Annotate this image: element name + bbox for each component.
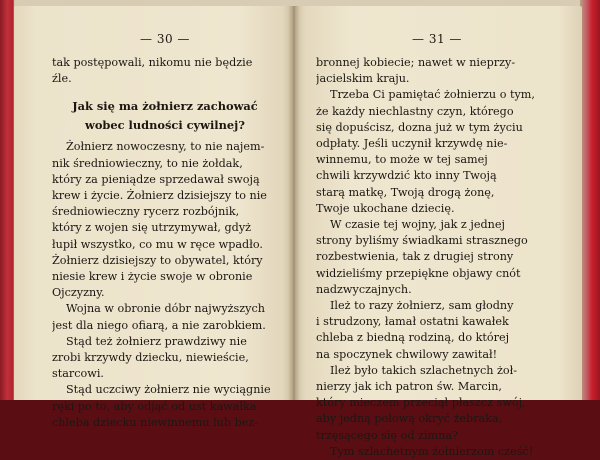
text-line: starcowi. xyxy=(52,367,104,381)
text-line: chwili krzywdzić kto inny Twoją xyxy=(316,169,497,183)
text-line: na spoczynek chwilowy zawitał! xyxy=(316,347,498,361)
text-line: źle. xyxy=(52,72,72,86)
text-line: że każdy niechlastny czyn, którego xyxy=(316,104,514,118)
text-line: nierzy jak ich patron św. Marcin, xyxy=(316,380,502,394)
section-heading: Jak się ma żołnierz zachować xyxy=(72,99,258,114)
text-line: ręki po to, aby odjąć od ust kawałka xyxy=(52,399,257,413)
text-line: rozbestwienia, tak z drugiej strony xyxy=(316,250,514,264)
text-line: winnemu, to może w tej samej xyxy=(316,153,488,167)
text-line: niesie krew i życie swoje w obronie xyxy=(52,270,253,284)
text-line: nik średniowieczny, to nie żołdak, xyxy=(52,156,243,170)
right-page-text xyxy=(316,55,554,460)
page-number-left: — 30 — xyxy=(140,32,190,46)
page-number-right: — 31 — xyxy=(412,32,462,46)
text-line: się dopuścisz, dozna już w tym życiu xyxy=(316,120,523,134)
text-line: krew i życie. Żołnierz dzisiejszy to nie xyxy=(52,189,267,203)
text-line: Stąd uczciwy żołnierz nie wyciągnie xyxy=(66,383,271,397)
text-line: widzieliśmy przepiękne objawy cnót xyxy=(316,266,521,280)
right-page xyxy=(294,6,582,458)
text-line: łupił wszystko, co mu w ręce wpadło. xyxy=(52,237,263,251)
left-page-text xyxy=(52,55,278,431)
text-line: chleba z biedną rodziną, do której xyxy=(316,331,510,345)
text-line: nadzwyczajnych. xyxy=(316,282,412,296)
text-line: średniowieczny rycerz rozbójnik, xyxy=(52,205,240,219)
text-line: który za pieniądze sprzedawał swoją xyxy=(52,172,260,186)
text-line: Stąd też żołnierz prawdziwy nie xyxy=(66,334,247,348)
text-line: jest dla niego ofiarą, a nie zarobkiem. xyxy=(52,318,266,332)
text-line: aby jedną połową okryć żebraka, xyxy=(316,412,503,426)
text-line: bronnej kobiecie; nawet w nieprzy- xyxy=(316,56,516,69)
text-line: Twoje ukochane dziecię. xyxy=(316,201,455,215)
text-line: który mieczem przeciął płaszcz swój, xyxy=(316,396,526,410)
text-line: Ojczyzny. xyxy=(52,286,105,300)
section-heading: wobec ludności cywilnej? xyxy=(85,118,245,133)
text-line: Tym szlachetnym żołnierzom cześć! xyxy=(330,444,534,458)
book-gutter xyxy=(288,6,300,400)
text-line: Żołnierz dzisiejszy to obywatel, który xyxy=(52,253,263,267)
text-line: Trzeba Ci pamiętać żołnierzu o tym, xyxy=(330,88,535,102)
text-line: który z wojen się utrzymywał, gdyż xyxy=(52,221,252,235)
book-cover-edge xyxy=(580,0,600,400)
text-line: W czasie tej wojny, jak z jednej xyxy=(330,218,505,232)
text-line: Ileż to razy żołnierz, sam głodny xyxy=(330,299,514,313)
text-line: chleba dziecku niewinnemu lub bez- xyxy=(52,415,259,429)
text-line: jacielskim kraju. xyxy=(316,72,410,86)
text-line: trzęsącego się od zimna? xyxy=(316,428,459,442)
text-line: Ileż było takich szlachetnych żoł- xyxy=(330,363,518,377)
text-line: zrobi krzywdy dziecku, niewieście, xyxy=(52,351,249,365)
text-line: Żołnierz nowoczesny, to nie najem- xyxy=(66,140,265,154)
text-line: Wojna w obronie dóbr najwyższych xyxy=(66,302,265,316)
left-page xyxy=(14,6,294,429)
text-line: i strudzony, łamał ostatni kawałek xyxy=(316,315,509,329)
text-line: odpłaty. Jeśli uczynił krzywdę nie- xyxy=(316,137,508,151)
text-line: tak postępowali, nikomu nie będzie xyxy=(52,56,253,69)
text-line: starą matkę, Twoją drogą żonę, xyxy=(316,185,495,199)
text-line: strony byliśmy świadkami strasznego xyxy=(316,234,528,248)
